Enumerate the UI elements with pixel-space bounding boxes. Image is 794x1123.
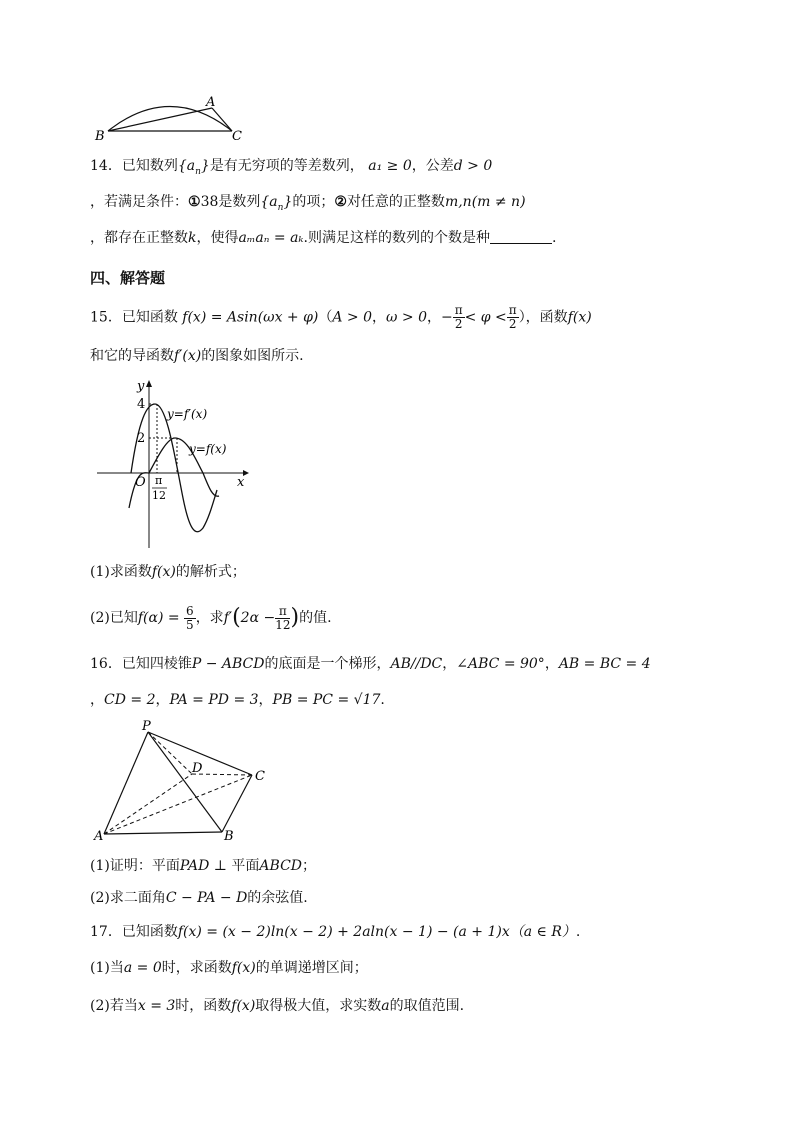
pyramid-figure [92,716,282,846]
q16-line1: 16．已知四棱锥P − ABCD的底面是一个梯形，AB//DC，∠ABC = 90°，AB = BC = 4 [90,656,651,672]
q17-sub1: (1)当a = 0时，求函数f(x)的单调递增区间； [90,960,368,976]
label-twelve: 12 [152,489,166,502]
q14-line2: ，若满足条件：①38是数列$\{a_n\}$的项；②对任意的正整数m,n(m ≠ n) [90,194,526,213]
label-origin: O [135,475,146,490]
fraction-pi-over-12: $\frac{\pi}{12}$ [275,603,291,632]
label-a: A [206,95,216,110]
q17-sub2: (2)若当x = 3时，函数f(x)取得极大值，求实数a的取值范围. [90,998,465,1014]
label-x: x [237,475,245,490]
q15-line2: 和它的导函数f′(x)的图象如图所示. [90,348,304,364]
label-f: y=f(x) [189,442,227,456]
q17-line1: 17．已知函数f(x) = (x − 2)ln(x − 2) + 2aln(x − 1) − (a + 1)x（a ∈ R）. [90,924,581,940]
q15-sub1: (1)求函数f(x)的解析式； [90,564,246,580]
q15-line1: 15．已知函数 f(x) = Asin(ωx + φ)（A > 0，ω > 0，− $\frac{\pi}{2}$ < φ < $\frac{\pi}{2}$ ），函数f(x) [90,303,592,331]
fraction-pi-over-2: $\frac{\pi}{2}$ [454,303,463,331]
y-axis-arrow [146,380,152,387]
curve-f-prime [131,404,217,532]
label-two: 2 [137,431,146,446]
label-b: B [95,129,105,144]
segment-ba [108,108,212,131]
label-c: C [255,769,265,784]
q16-line2: ，CD = 2，PA = PD = 3，PB = PC = √17. [90,692,385,708]
q14-line3: ，都存在正整数k，使得aₘaₙ = aₖ.则满足这样的数列的个数是种 . [90,230,557,246]
label-b: B [224,829,234,844]
answer-blank [490,229,552,244]
q15-sub2: (2)已知f(α) = $\frac{6}{5}$ ，求f′(2α − $\frac{\pi}{12}$ )的值. [90,603,332,632]
function-graph [95,378,255,550]
fraction-pi-over-2-b: $\frac{\pi}{2}$ [508,303,517,331]
q14-line1: 14．已知数列$\{a_n\}$是有无穷项的等差数列， a₁ ≥ 0，公差d > 0 [90,158,493,177]
label-pi: π [155,474,163,487]
label-f-prime: y=f′(x) [167,407,208,421]
q16-sub2: (2)求二面角C − PA − D的余弦值. [90,890,308,906]
label-y: y [137,379,145,394]
label-a: A [94,829,104,844]
label-c: C [232,129,242,144]
q16-sub1: (1)证明：平面PAD ⊥ 平面ABCD； [90,858,317,874]
fraction-six-fifths: $\frac{6}{5}$ [186,603,194,632]
section-heading: 四、解答题 [90,269,166,287]
label-d: D [192,761,203,776]
label-four: 4 [137,397,146,412]
label-p: P [142,719,151,734]
triangle-arc-figure [90,90,260,145]
